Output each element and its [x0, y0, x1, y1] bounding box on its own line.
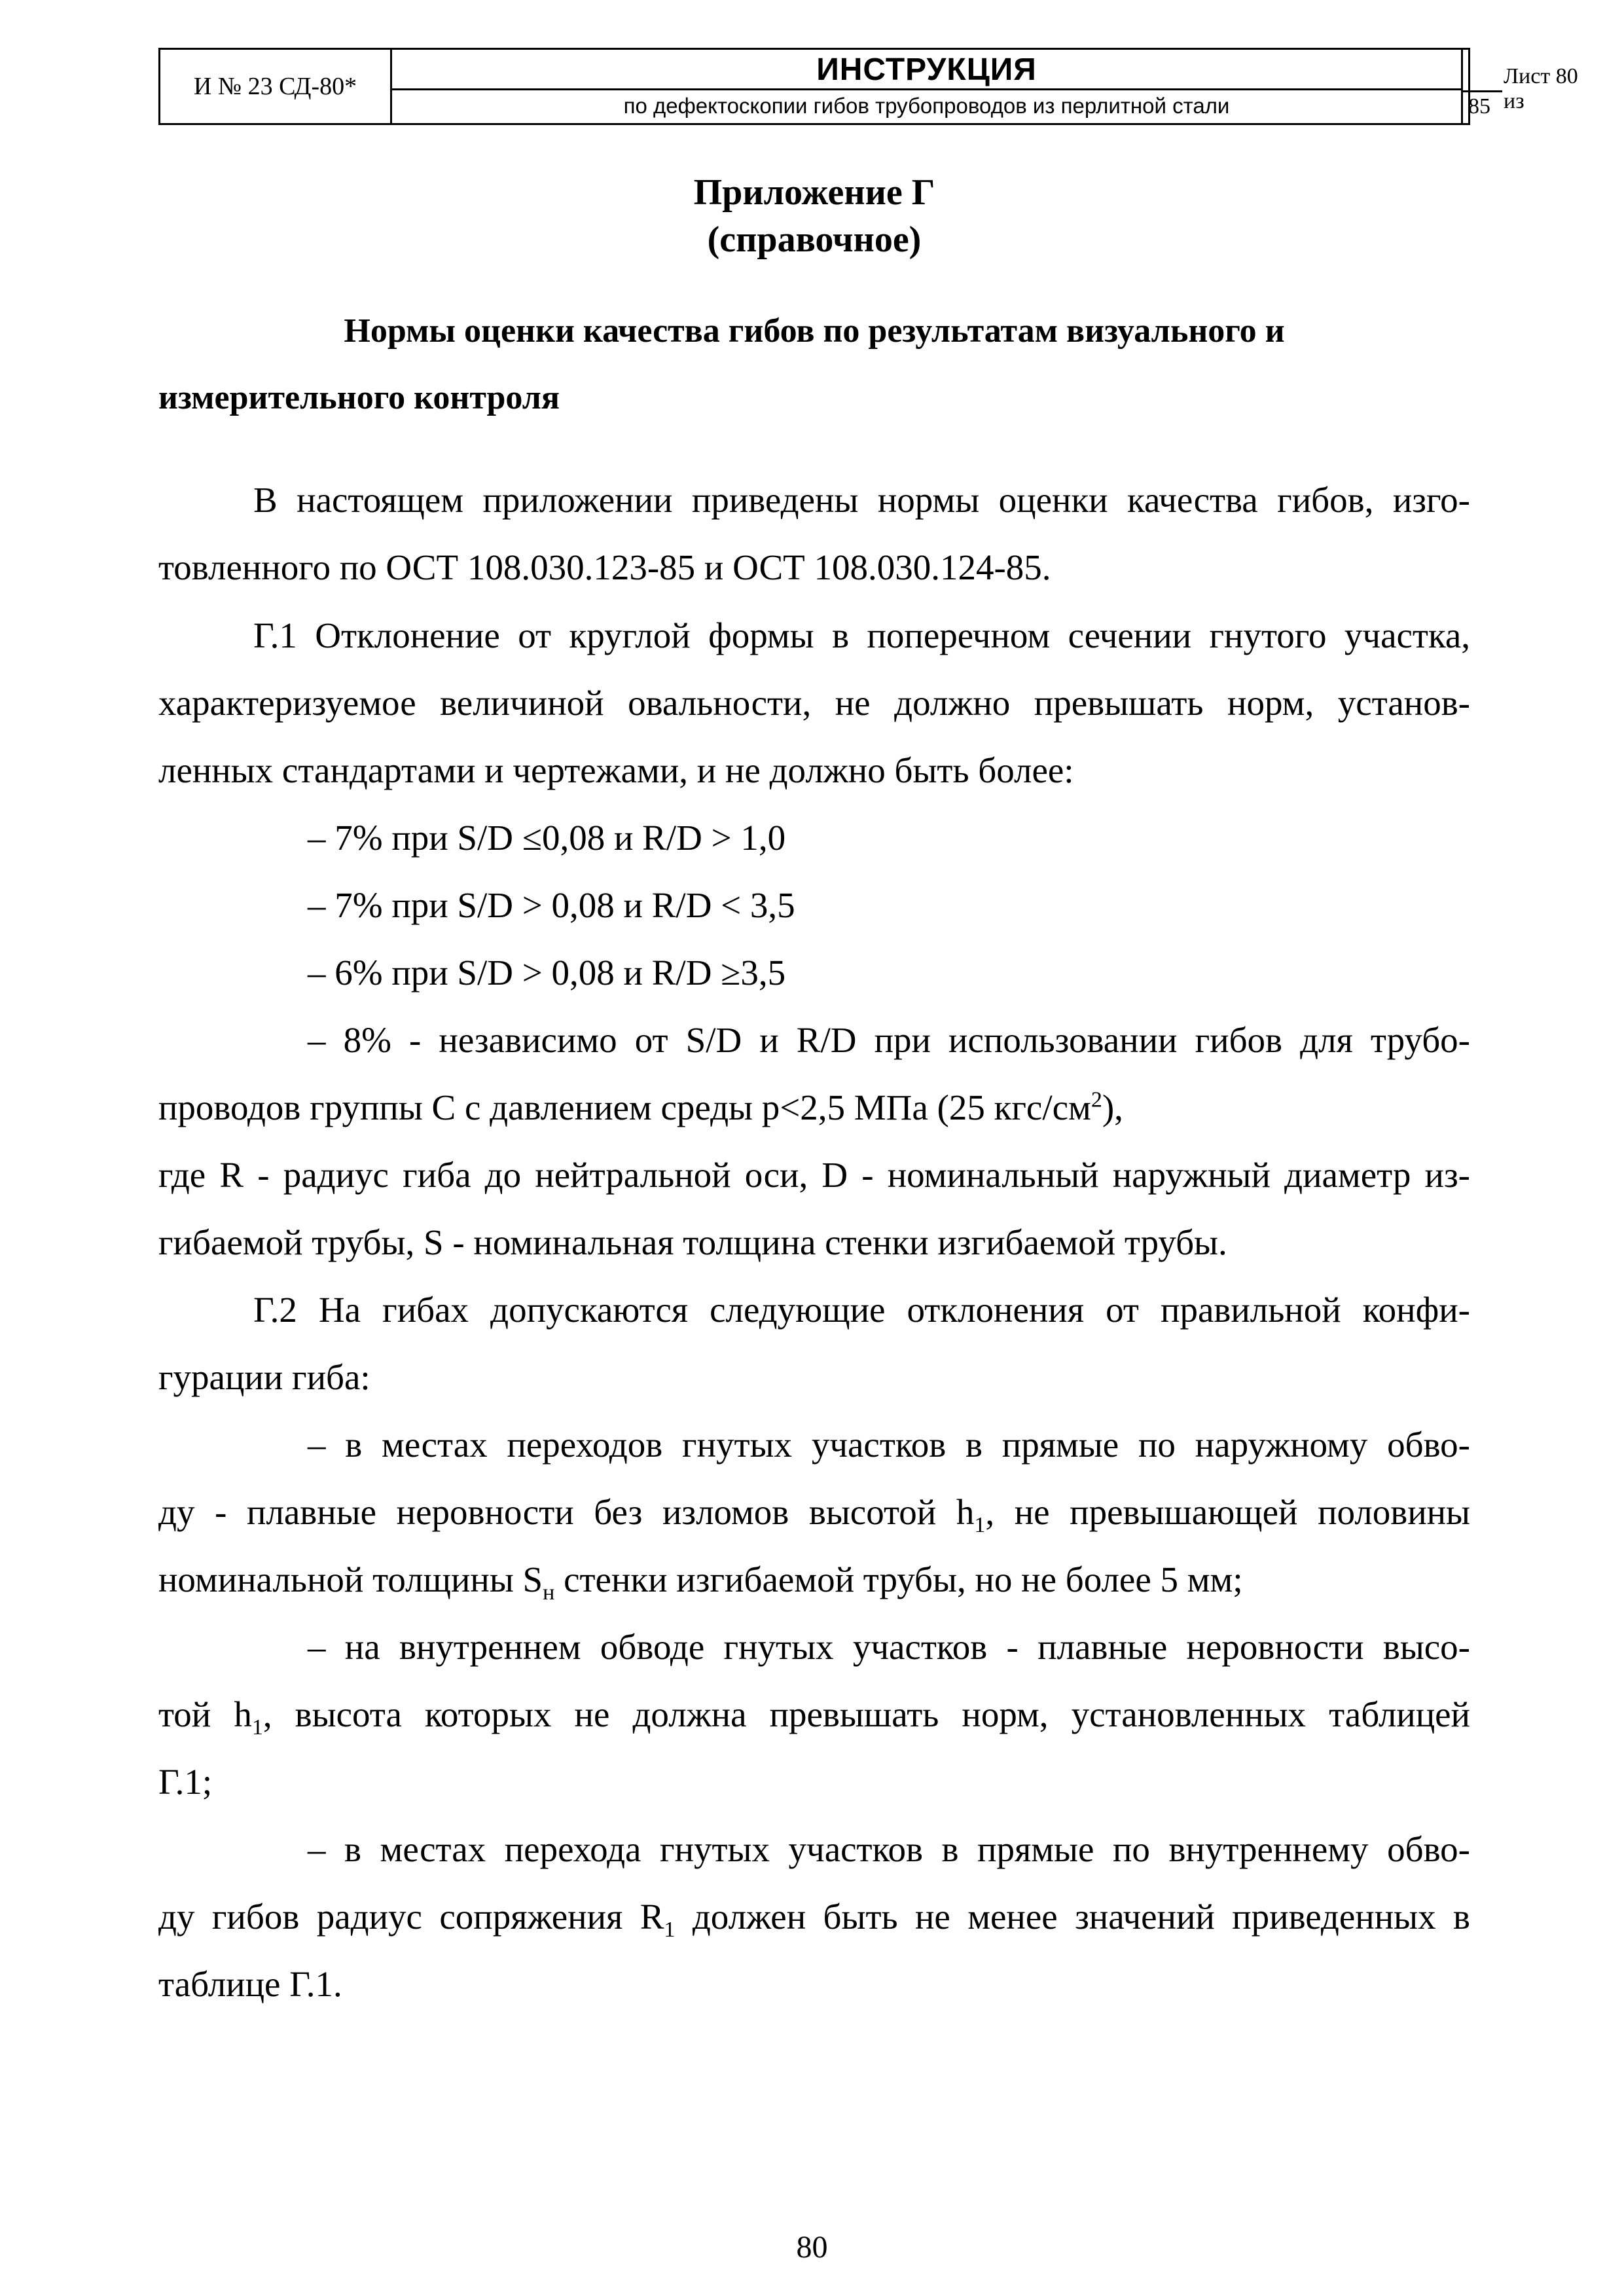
- g2-line-1: Г.2 На гибах допускаются следующие отклонения от правильной конфи-: [253, 1290, 1470, 1330]
- sheet-info: [1463, 50, 1603, 123]
- bullet-1-line-1: – в местах переходов гнутых участков в прямые по наружному обво-: [308, 1425, 1470, 1465]
- b1-3-subscript: н: [543, 1580, 555, 1605]
- bullet-2-line-1: – на внутреннем обводе гнутых участков - плавные неровности высо-: [308, 1627, 1470, 1667]
- intro-line-2: товленного по ОСТ 108.030.123-85 и ОСТ 108.030.124-85.: [158, 547, 1051, 587]
- g1-line-3: ленных стандартами и чертежами, и не должно быть более:: [158, 750, 1074, 790]
- list-item-1: – 7% при S/D ≤0,08 и R/D > 1,0: [308, 818, 786, 858]
- b3-tail: должен быть не менее значений приведенных в: [675, 1897, 1470, 1937]
- section-heading-line2: измерительного контроля: [158, 379, 560, 416]
- intro-line-1: В настоящем приложении приведены нормы оценки качества гибов, изго-: [253, 480, 1470, 520]
- sheet-divider: [1463, 90, 1502, 92]
- g1-line-2: характеризуемое величиной овальности, не должно превышать норм, установ-: [158, 683, 1470, 723]
- appendix-title: Приложение Г: [693, 172, 935, 213]
- page-number: 80: [796, 2230, 828, 2265]
- list-item-4-line-1: – 8% - независимо от S/D и R/D при использовании гибов для трубо-: [308, 1020, 1470, 1060]
- b3-text: ду гибов радиус сопряжения R: [158, 1897, 664, 1937]
- doc-code: И № 23 СД-80*: [160, 50, 392, 123]
- bullet-2-line-3: Г.1;: [158, 1762, 213, 1802]
- list-item-4-line-2: [158, 1072, 1470, 1143]
- list-item-2: – 7% при S/D > 0,08 и R/D < 3,5: [308, 885, 795, 925]
- document-header: [158, 48, 1578, 125]
- section-heading-line1: Нормы оценки качества гибов по результатам визуального и: [344, 312, 1285, 350]
- b2-text: той h: [158, 1694, 252, 1734]
- item4-superscript: 2: [1091, 1087, 1102, 1112]
- item4-tail: ),: [1102, 1087, 1123, 1127]
- appendix-type: (справочное): [707, 219, 922, 260]
- bullet-3-line-3: таблице Г.1.: [158, 1964, 342, 2004]
- list-item-3: – 6% при S/D > 0,08 и R/D ≥3,5: [308, 953, 786, 993]
- bullet-3-line-2: [158, 1882, 1470, 1952]
- sheet-total: 85: [1468, 94, 1490, 118]
- g2-line-2: гурации гиба:: [158, 1357, 370, 1397]
- g1-line-1: Г.1 Отклонение от круглой формы в поперечном сечении гнутого участка,: [253, 615, 1470, 655]
- item4-text: проводов группы С с давлением среды р<2,5 МПа (25 кгс/см: [158, 1087, 1091, 1127]
- b1-tail: , не превышающей половины: [985, 1492, 1471, 1532]
- b2-subscript: 1: [251, 1715, 263, 1740]
- header-title: ИНСТРУКЦИЯ: [392, 50, 1461, 90]
- bullet-1-line-2: [158, 1477, 1470, 1548]
- header-title-cell: [392, 50, 1463, 123]
- bullet-2-line-2: [158, 1679, 1470, 1750]
- sheet-label: Лист 80 из: [1504, 64, 1578, 113]
- where-line-1: где R - радиус гиба до нейтральной оси, D - номинальный наружный диаметр из-: [158, 1155, 1470, 1195]
- b1-3-text: номинальной толщины S: [158, 1559, 543, 1599]
- header-subtitle: по дефектоскопии гибов трубопроводов из перлитной стали: [623, 94, 1230, 118]
- bullet-1-line-3: [158, 1544, 1470, 1615]
- b2-tail: , высота которых не должна превышать норм, установленных таблицей: [262, 1694, 1470, 1734]
- b1-text: ду - плавные неровности без изломов высотой h: [158, 1492, 975, 1532]
- b1-3-tail: стенки изгибаемой трубы, но не более 5 мм;: [554, 1559, 1243, 1599]
- b3-subscript: 1: [664, 1918, 676, 1942]
- b1-subscript: 1: [974, 1513, 986, 1537]
- bullet-3-line-1: – в местах перехода гнутых участков в прямые по внутреннему обво-: [308, 1829, 1470, 1869]
- where-line-2: гибаемой трубы, S - номинальная толщина стенки изгибаемой трубы.: [158, 1222, 1227, 1262]
